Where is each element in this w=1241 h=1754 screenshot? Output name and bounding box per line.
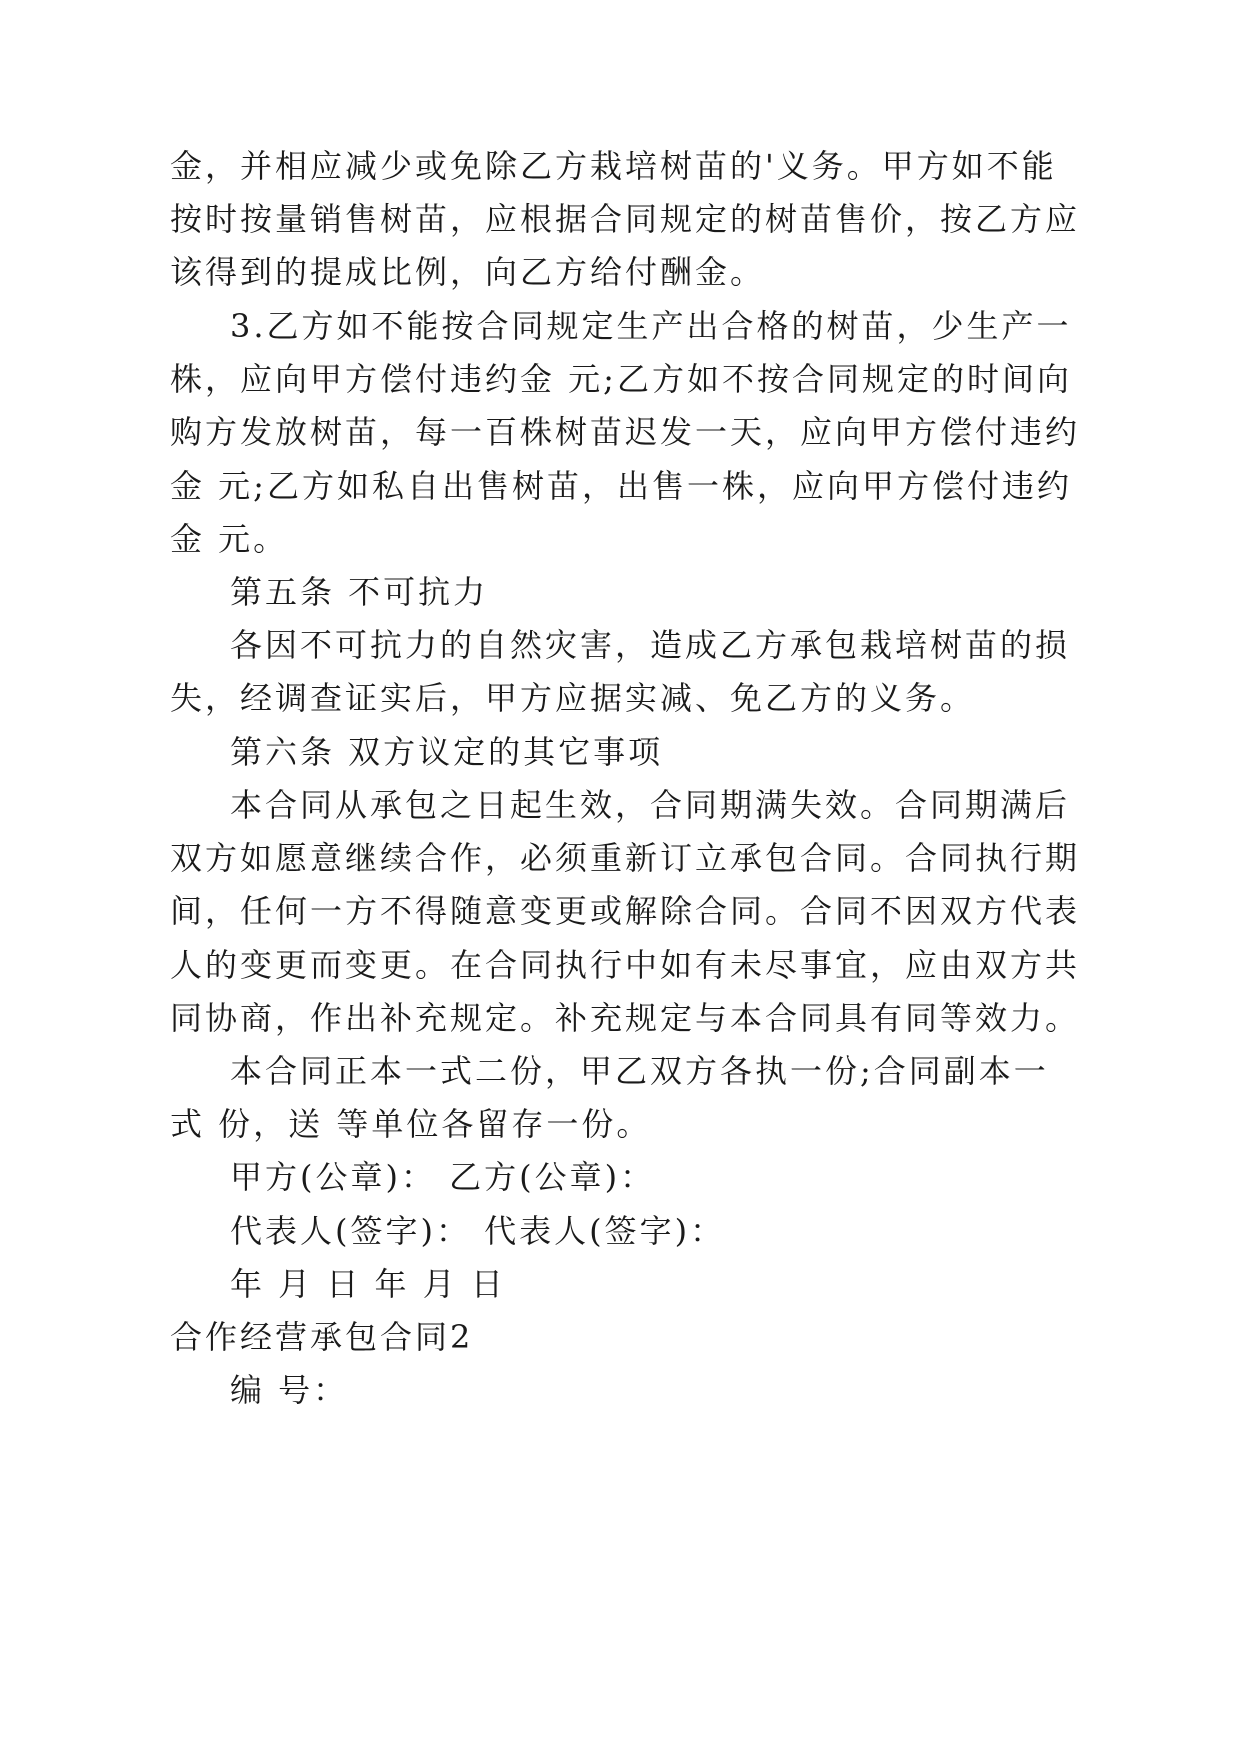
date-line: 年 月 日 年 月 日 <box>230 1265 506 1303</box>
text-line: 株，应向甲方偿付违约金 元;乙方如不按合同规定的时间向 <box>170 360 1072 398</box>
document-title: 合作经营承包合同2 <box>170 1318 474 1356</box>
text-line: 该得到的提成比例，向乙方给付酬金。 <box>170 253 766 291</box>
text-line: 双方如愿意继续合作，必须重新订立承包合同。合同执行期 <box>170 839 1081 877</box>
text-line: 本合同正本一式二份，甲乙双方各执一份;合同副本一 <box>230 1052 1049 1090</box>
text-line: 本合同从承包之日起生效，合同期满失效。合同期满后 <box>230 786 1071 824</box>
text-line: 金 元。 <box>170 520 289 558</box>
text-line: 金 元;乙方如私自出售树苗，出售一株，应向甲方偿付违约 <box>170 467 1072 505</box>
signature-line: 代表人(签字)： 代表人(签字)： <box>230 1212 726 1250</box>
text-line: 各因不可抗力的自然灾害，造成乙方承包栽培树苗的损 <box>230 626 1071 664</box>
seal-line: 甲方(公章)： 乙方(公章)： <box>230 1158 656 1196</box>
number-field-label: 编 号： <box>230 1371 349 1409</box>
text-line: 金，并相应减少或免除乙方栽培树苗的'义务。甲方如不能 <box>170 147 1057 185</box>
text-line: 人的变更而变更。在合同执行中如有未尽事宜，应由双方共 <box>170 946 1081 984</box>
text-line: 同协商，作出补充规定。补充规定与本合同具有同等效力。 <box>170 999 1081 1037</box>
section-heading-6: 第六条 双方议定的其它事项 <box>230 733 664 771</box>
text-line: 失，经调查证实后，甲方应据实减、免乙方的义务。 <box>170 679 976 717</box>
text-line: 间，任何一方不得随意变更或解除合同。合同不因双方代表 <box>170 892 1081 930</box>
text-line: 购方发放树苗，每一百株树苗迟发一天，应向甲方偿付违约 <box>170 413 1081 451</box>
text-line: 3.乙方如不能按合同规定生产出合格的树苗，少生产一 <box>230 307 1072 345</box>
text-line: 式 份，送 等单位各留存一份。 <box>170 1105 652 1143</box>
section-heading-5: 第五条 不可抗力 <box>230 573 489 611</box>
text-line: 按时按量销售树苗，应根据合同规定的树苗售价，按乙方应 <box>170 200 1081 238</box>
